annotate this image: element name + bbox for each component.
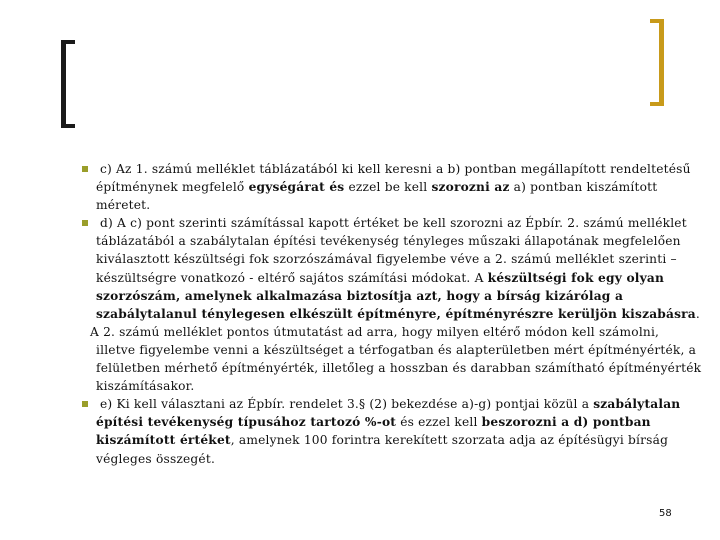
text-line — [90, 323, 696, 341]
text-run: táblázatából a szabálytalan építési tevékenység tényleges műszaki állapotának megfelelően — [96, 234, 681, 249]
text-run: kiválasztott készültségi fok szorzószámával figyelembe véve a 2. számú melléklet szerinti – — [96, 252, 677, 267]
text-line — [90, 377, 696, 395]
text-line — [90, 196, 696, 214]
square-bullet-icon — [82, 166, 88, 172]
text-run: végleges összegét. — [96, 451, 216, 466]
text-line — [90, 232, 696, 250]
text-run: készültségi fok egy olyan — [487, 270, 665, 285]
text-run: méretet. — [96, 198, 151, 213]
text-line — [90, 305, 700, 323]
text-line — [90, 431, 696, 449]
text-run: ezzel be kell — [344, 180, 432, 195]
text-line — [90, 214, 696, 232]
text-run: építménynek megfelelő — [96, 180, 249, 195]
text-run: és ezzel kell — [396, 415, 482, 430]
text-line — [90, 359, 702, 377]
text-line — [90, 413, 696, 431]
text-line — [90, 450, 696, 468]
text-run: , amelynek 100 forintra kerekített szorzata adja az építésügyi bírság — [230, 433, 669, 448]
text-run: kiszámított értéket — [96, 433, 231, 448]
text-run: készültségre vonatkozó - eltérő sajátos számítási módokat. A — [96, 270, 488, 285]
right-bracket-decoration — [650, 19, 664, 106]
text-run: d) A c) pont szerinti számítással kapott értéket be kell szorozni az Épbír. 2. számú melléklet — [100, 216, 687, 231]
text-run: A 2. számú melléklet pontos útmutatást ad arra, hogy milyen eltérő módon kell számolni, — [90, 324, 660, 339]
text-run: egységárat és — [248, 180, 345, 195]
text-run: c) Az 1. számú melléklet táblázatából ki kell keresni a b) pontban megállapított rendeltetésű — [100, 162, 691, 176]
text-run: szorzószám, amelynek alkalmazása biztosítja azt, hogy a bírság kizárólag a — [96, 288, 624, 303]
text-line — [90, 341, 696, 359]
paragraph — [84, 214, 700, 323]
text-line — [90, 269, 696, 287]
left-bracket-decoration — [61, 40, 75, 128]
text-run: e) Ki kell választani az Épbír. rendelet 3.§ (2) bekezdése a)-g) pontjai közül a — [100, 397, 594, 412]
paragraph — [84, 395, 696, 467]
text-run: beszorozni a d) pontban — [481, 415, 651, 430]
square-bullet-icon — [82, 220, 88, 226]
text-run: felületben mérhető építményérték, illetőleg a hosszban és darabban számítható építményérték — [96, 361, 702, 376]
text-run: illetve figyelembe venni a készültséget a térfogatban és alapterületben mért építményérték, a — [96, 342, 697, 357]
text-line — [90, 160, 696, 178]
paragraph — [84, 323, 702, 395]
text-line — [90, 287, 696, 305]
text-line — [90, 395, 696, 413]
text-run: kiszámításakor. — [96, 379, 195, 394]
square-bullet-icon — [82, 401, 88, 407]
text-run: szorozni az — [431, 180, 510, 195]
text-run: szabálytalan — [593, 397, 681, 412]
page-number: 58 — [659, 508, 672, 519]
body-text — [84, 160, 702, 468]
paragraph — [84, 160, 696, 214]
text-line — [90, 250, 696, 268]
text-run: szabálytalanul ténylegesen elkészült építményre, építményrészre kerüljön kiszabásra — [96, 306, 696, 321]
text-line — [90, 178, 696, 196]
text-run: építési tevékenység típusához tartozó %-ot — [96, 415, 397, 430]
text-run: a) pontban kiszámított — [509, 180, 658, 195]
text-run: . — [695, 306, 700, 321]
